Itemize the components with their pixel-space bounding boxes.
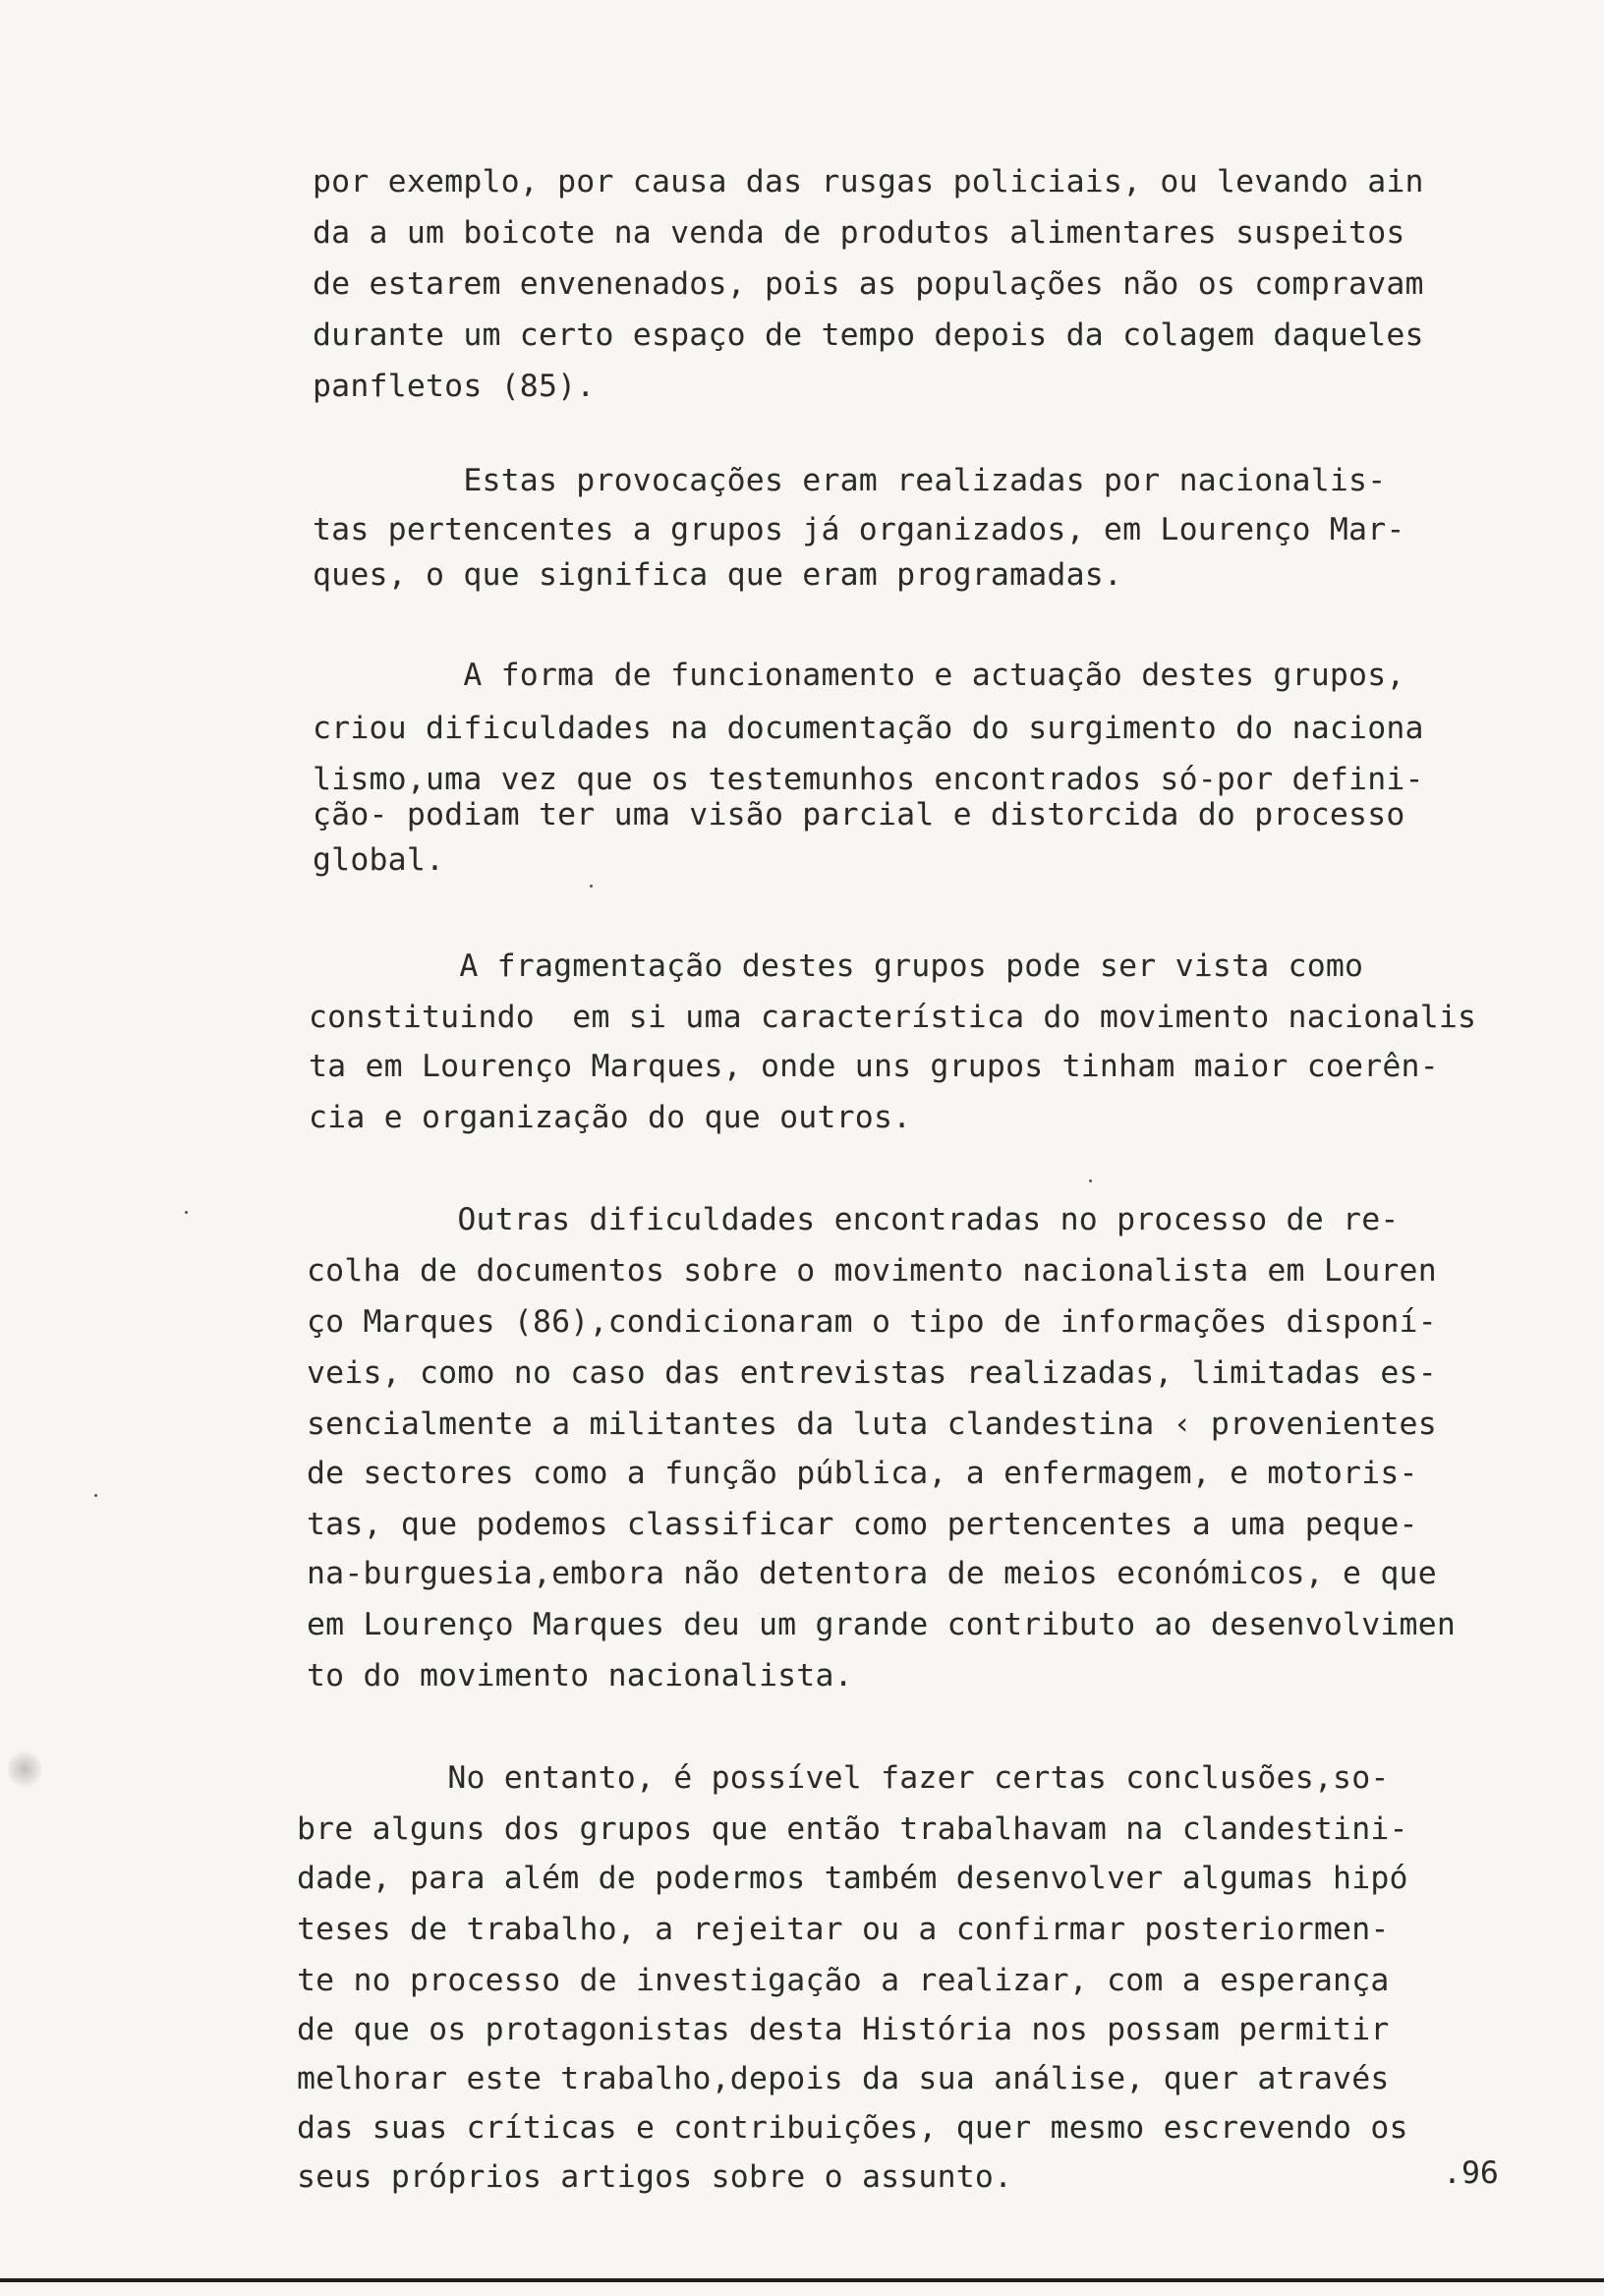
text-line: das suas críticas e contribuições, quer mesmo escrevendo os bbox=[297, 2110, 1408, 2146]
text-line: Outras dificuldades encontradas no processo de re- bbox=[307, 1202, 1400, 1237]
text-line: melhorar este trabalho,depois da sua análise, quer através bbox=[297, 2061, 1390, 2096]
text-line: A fragmentação destes grupos pode ser vista como bbox=[309, 948, 1364, 984]
text-line: to do movimento nacionalista. bbox=[307, 1658, 853, 1693]
text-line: ta em Lourenço Marques, onde uns grupos tinham maior coerên- bbox=[309, 1049, 1439, 1084]
scan-speck bbox=[94, 1494, 97, 1497]
page-number: .96 bbox=[1443, 2155, 1499, 2191]
text-line: seus próprios artigos sobre o assunto. bbox=[297, 2159, 1013, 2195]
text-line: colha de documentos sobre o movimento nacionalista em Louren bbox=[307, 1253, 1437, 1289]
text-line: veis, como no caso das entrevistas realizadas, limitadas es- bbox=[307, 1355, 1437, 1391]
text-line: tas pertencentes a grupos já organizados, em Lourenço Mar- bbox=[313, 512, 1405, 547]
text-line: te no processo de investigação a realizar, com a esperança bbox=[297, 1963, 1390, 1998]
bottom-rule bbox=[0, 2278, 1604, 2282]
text-line: A forma de funcionamento e actuação destes grupos, bbox=[313, 658, 1405, 693]
text-line: de sectores como a função pública, a enfermagem, e motoris- bbox=[307, 1456, 1418, 1491]
scan-smudge bbox=[8, 1750, 41, 1789]
text-line: bre alguns dos grupos que então trabalhavam na clandestini- bbox=[297, 1811, 1408, 1847]
text-line: No entanto, é possível fazer certas conclusões,so- bbox=[297, 1760, 1390, 1796]
text-line: teses de trabalho, a rejeitar ou a confirmar posteriormen- bbox=[297, 1912, 1390, 1947]
text-line: Estas provocações eram realizadas por nacionalis- bbox=[313, 463, 1387, 498]
text-line: de que os protagonistas desta História nos possam permitir bbox=[297, 2012, 1390, 2047]
text-line: constituindo em si uma característica do movimento nacionalis bbox=[309, 1000, 1477, 1035]
text-line: cia e organização do que outros. bbox=[309, 1100, 912, 1135]
text-line: ço Marques (86),condicionaram o tipo de informações disponí- bbox=[307, 1304, 1437, 1340]
text-line: tas, que podemos classificar como pertencentes a uma peque- bbox=[307, 1507, 1418, 1542]
text-line: sencialmente a militantes da luta clandestina ‹ provenientes bbox=[307, 1406, 1437, 1442]
text-line: na-burguesia,embora não detentora de meios económicos, e que bbox=[307, 1556, 1437, 1591]
scan-speck bbox=[1089, 1179, 1092, 1182]
text-line: por exemplo, por causa das rusgas policiais, ou levando ain bbox=[313, 164, 1424, 200]
text-line: dade, para além de podermos também desenvolver algumas hipó bbox=[297, 1861, 1408, 1896]
text-line: panfletos (85). bbox=[313, 369, 596, 404]
text-line: durante um certo espaço de tempo depois da colagem daqueles bbox=[313, 317, 1424, 353]
text-line: da a um boicote na venda de produtos alimentares suspeitos bbox=[313, 215, 1405, 251]
text-line: ção- podiam ter uma visão parcial e distorcida do processo bbox=[313, 797, 1405, 832]
text-line: lismo,uma vez que os testemunhos encontrados só-por defini- bbox=[313, 762, 1424, 797]
text-line: ques, o que significa que eram programadas. bbox=[313, 557, 1123, 593]
text-line: de estarem envenenados, pois as populações não os compravam bbox=[313, 266, 1424, 302]
text-line: criou dificuldades na documentação do surgimento do naciona bbox=[313, 711, 1424, 746]
scan-speck bbox=[590, 885, 593, 888]
text-line: global. bbox=[313, 842, 445, 878]
scan-speck bbox=[185, 1211, 188, 1214]
text-line: em Lourenço Marques deu um grande contributo ao desenvolvimen bbox=[307, 1607, 1457, 1642]
